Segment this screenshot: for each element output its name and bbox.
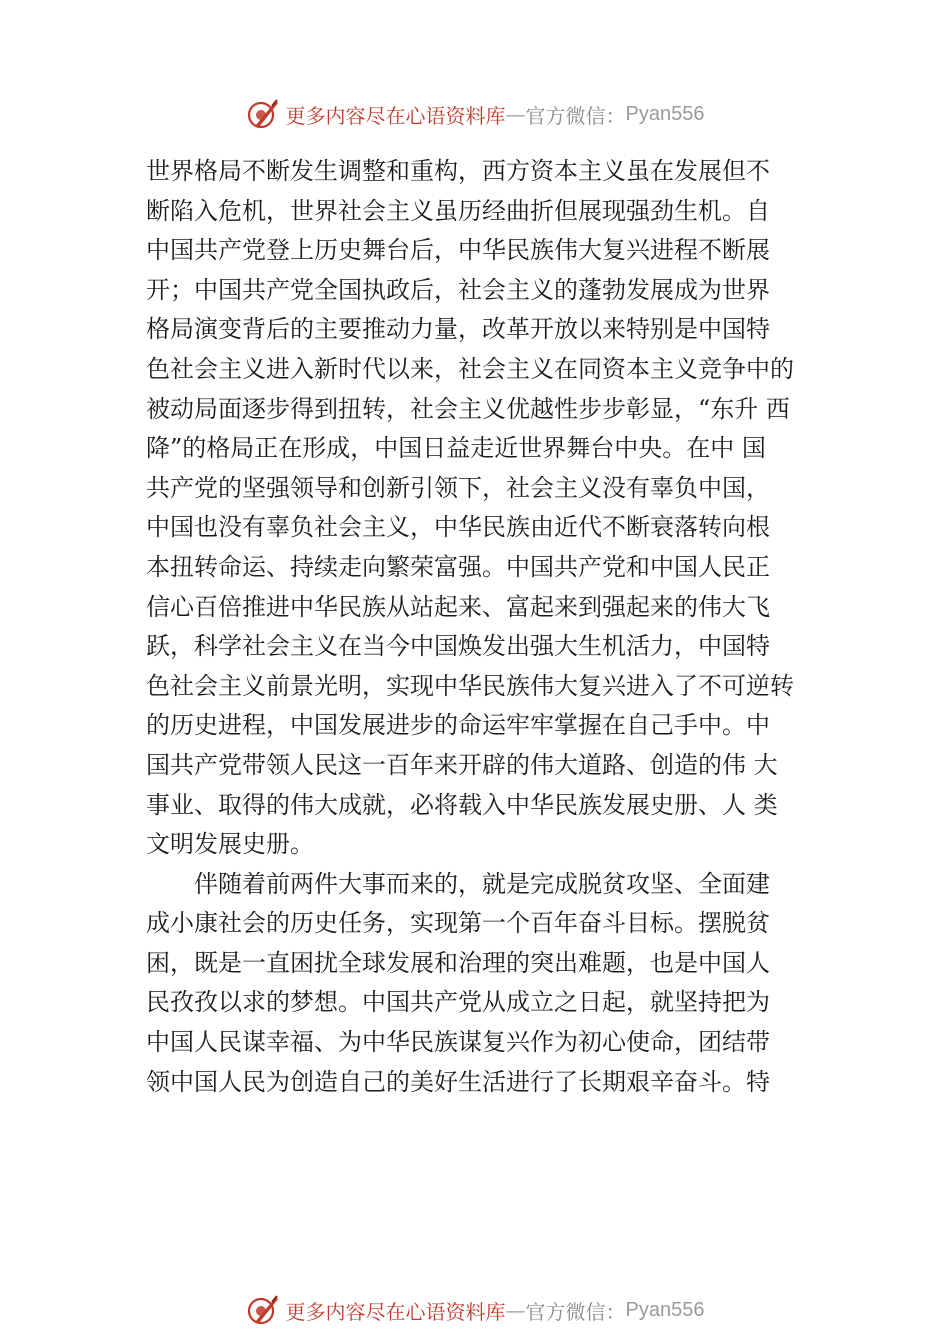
watermark-wechat-id: Pyan556 [625, 1298, 705, 1321]
body-line: 格局演变背后的主要推动力量，改革开放以来特别是中国特 [146, 315, 770, 344]
header-watermark [0, 92, 950, 136]
watermark-dash: — [505, 102, 526, 126]
body-line: 开；中国共产党全国执政后，社会主义的蓬勃发展成为世界 [146, 275, 770, 304]
watermark-wechat-label: 官方微信： [525, 1299, 626, 1324]
watermark-wechat-id: Pyan556 [625, 102, 705, 125]
body-line: 色社会主义前景光明，实现中华民族伟大复兴进入了不可逆转 [146, 671, 794, 700]
body-line: 的历史进程，中国发展进步的命运牢牢掌握在自己手中。中 [146, 711, 770, 740]
body-line: 共产党的坚强领导和创新引领下，社会主义没有辜负中国， [146, 473, 770, 502]
body-line: 中国共产党登上历史舞台后，中华民族伟大复兴进程不断展 [146, 236, 770, 265]
body-line: 中国人民谋幸福、为中华民族谋复兴作为初心使命，团结带 [146, 1028, 770, 1057]
body-line: 本扭转命运、持续走向繁荣富强。中国共产党和中国人民正 [146, 552, 770, 581]
body-line: 色社会主义进入新时代以来，社会主义在同资本主义竞争中的 [146, 354, 794, 383]
body-line: 领中国人民为创造自己的美好生活进行了长期艰辛奋斗。特 [146, 1067, 770, 1096]
watermark-text: 更多内容尽在心语资料库 [285, 103, 506, 128]
body-line: 事业、取得的伟大成就，必将载入中华民族发展史册、人 类 [146, 790, 778, 819]
body-line: 文明发展史册。 [146, 830, 314, 859]
quill-logo-icon [246, 97, 280, 131]
paragraph-first-line: 伴随着前两件大事而来的，就是完成脱贫攻坚、全面建 [194, 869, 770, 898]
body-line: 国共产党带领人民这一百年来开辟的伟大道路、创造的伟 大 [146, 750, 778, 779]
footer-watermark [0, 1288, 950, 1332]
body-line: 民孜孜以求的梦想。中国共产党从成立之日起，就坚持把为 [146, 988, 770, 1017]
body-line: 被动局面逐步得到扭转，社会主义优越性步步彰显，“东升 西 [146, 394, 790, 423]
watermark-wechat-label: 官方微信： [525, 103, 626, 128]
body-line: 成小康社会的历史任务，实现第一个百年奋斗目标。摆脱贫 [146, 909, 770, 938]
body-line: 信心百倍推进中华民族从站起来、富起来到强起来的伟大飞 [146, 592, 770, 621]
watermark-text: 更多内容尽在心语资料库 [285, 1299, 506, 1324]
body-line: 困，既是一直困扰全球发展和治理的突出难题，也是中国人 [146, 948, 770, 977]
body-line: 跃，科学社会主义在当今中国焕发出强大生机活力，中国特 [146, 632, 770, 661]
watermark-dash: — [505, 1298, 526, 1322]
body-line: 降”的格局正在形成，中国日益走近世界舞台中央。在中 国 [146, 434, 766, 463]
body-line: 世界格局不断发生调整和重构，西方资本主义虽在发展但不 [146, 157, 770, 185]
body-line: 断陷入危机，世界社会主义虽历经曲折但展现强劲生机。自 [146, 196, 770, 225]
body-line: 中国也没有辜负社会主义，中华民族由近代不断衰落转向根 [146, 513, 770, 542]
document-body [146, 152, 836, 1102]
quill-logo-icon [246, 1293, 280, 1327]
